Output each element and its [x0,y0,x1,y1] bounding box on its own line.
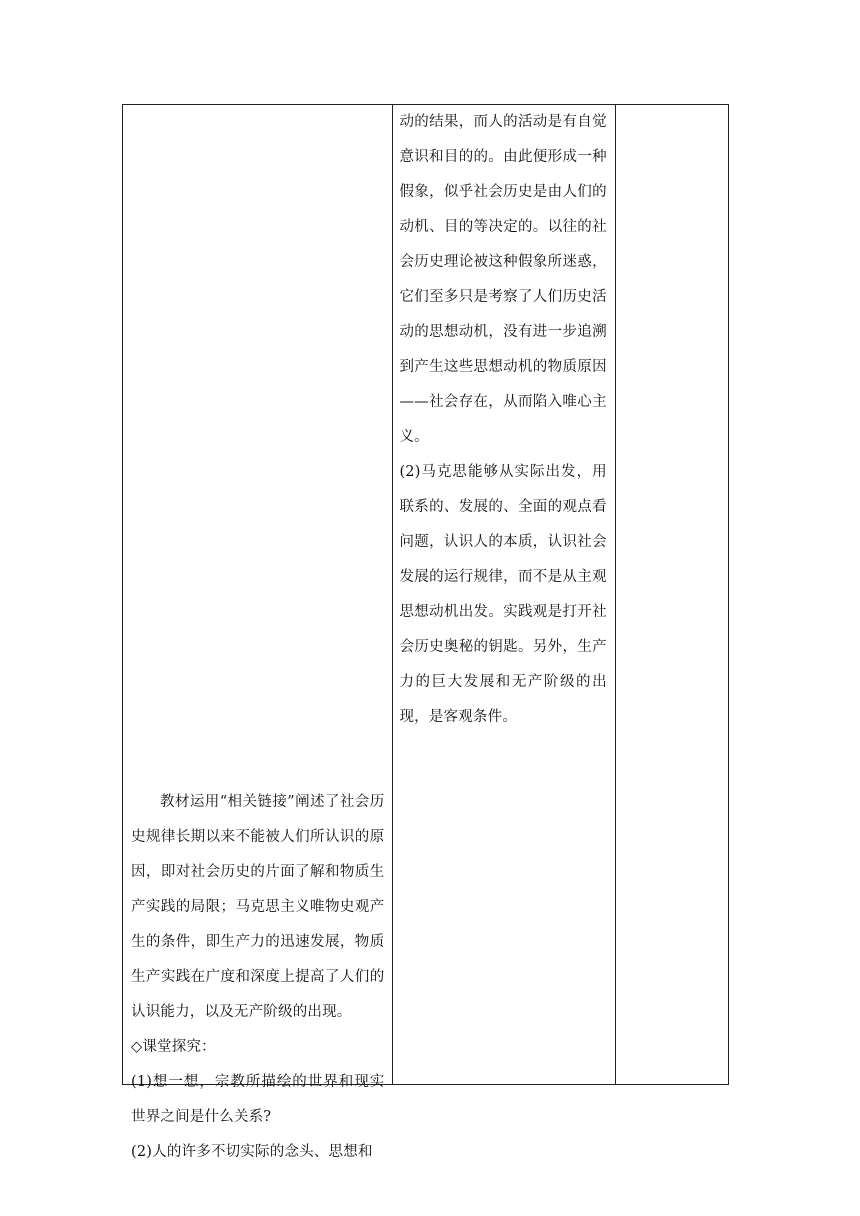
answer-cell [393,105,615,1085]
answer-paragraph-1: 动的结果，而人的活动是有自觉意识和目的的。由此便形成一种假象，似乎社会历史是由人们的动机、目的等决定的。以往的社会历史理论被这种假象所迷惑，它们至多只是考察了人们历史活动的思想动机，没有进一步追溯到产生这些思想动机的物质原因——社会存在，从而陷入唯心主义。 [399,114,607,445]
inquiry-question-2: (2)人的许多不切实际的念头、思想和 [131,1144,373,1160]
notes-cell [615,105,728,1085]
lesson-table [122,104,729,1160]
classroom-inquiry-heading: ◇课堂探究： [131,1039,216,1055]
answer-text [393,105,614,735]
table-row [123,105,729,1085]
textbook-analysis-paragraph: 教材运用“相关链接”阐述了社会历史规律长期以来不能被人们所认识的原因，即对社会历史的片面了解和物质生产实践的局限；马克思主义唯物史观产生的条件，即生产力的迅速发展，物质生产实践在广度和深度上提高了人们的认识能力，以及无产阶级的出现。 [131,794,385,1020]
answer-paragraph-2: (2)马克思能够从实际出发，用联系的、发展的、全面的观点看问题，认识人的本质，认识社会发展的运行规律，而不是从主观思想动机出发。实践观是打开社会历史奥秘的钥匙。另外，生产力的巨大发展和无产阶级的出现，是客观条件。 [399,464,607,725]
teaching-content-text [131,785,384,1170]
teaching-content-cell [123,105,393,1160]
inquiry-question-1: (1)想一想，宗教所描绘的世界和现实世界之间是什么关系? [131,1074,385,1125]
